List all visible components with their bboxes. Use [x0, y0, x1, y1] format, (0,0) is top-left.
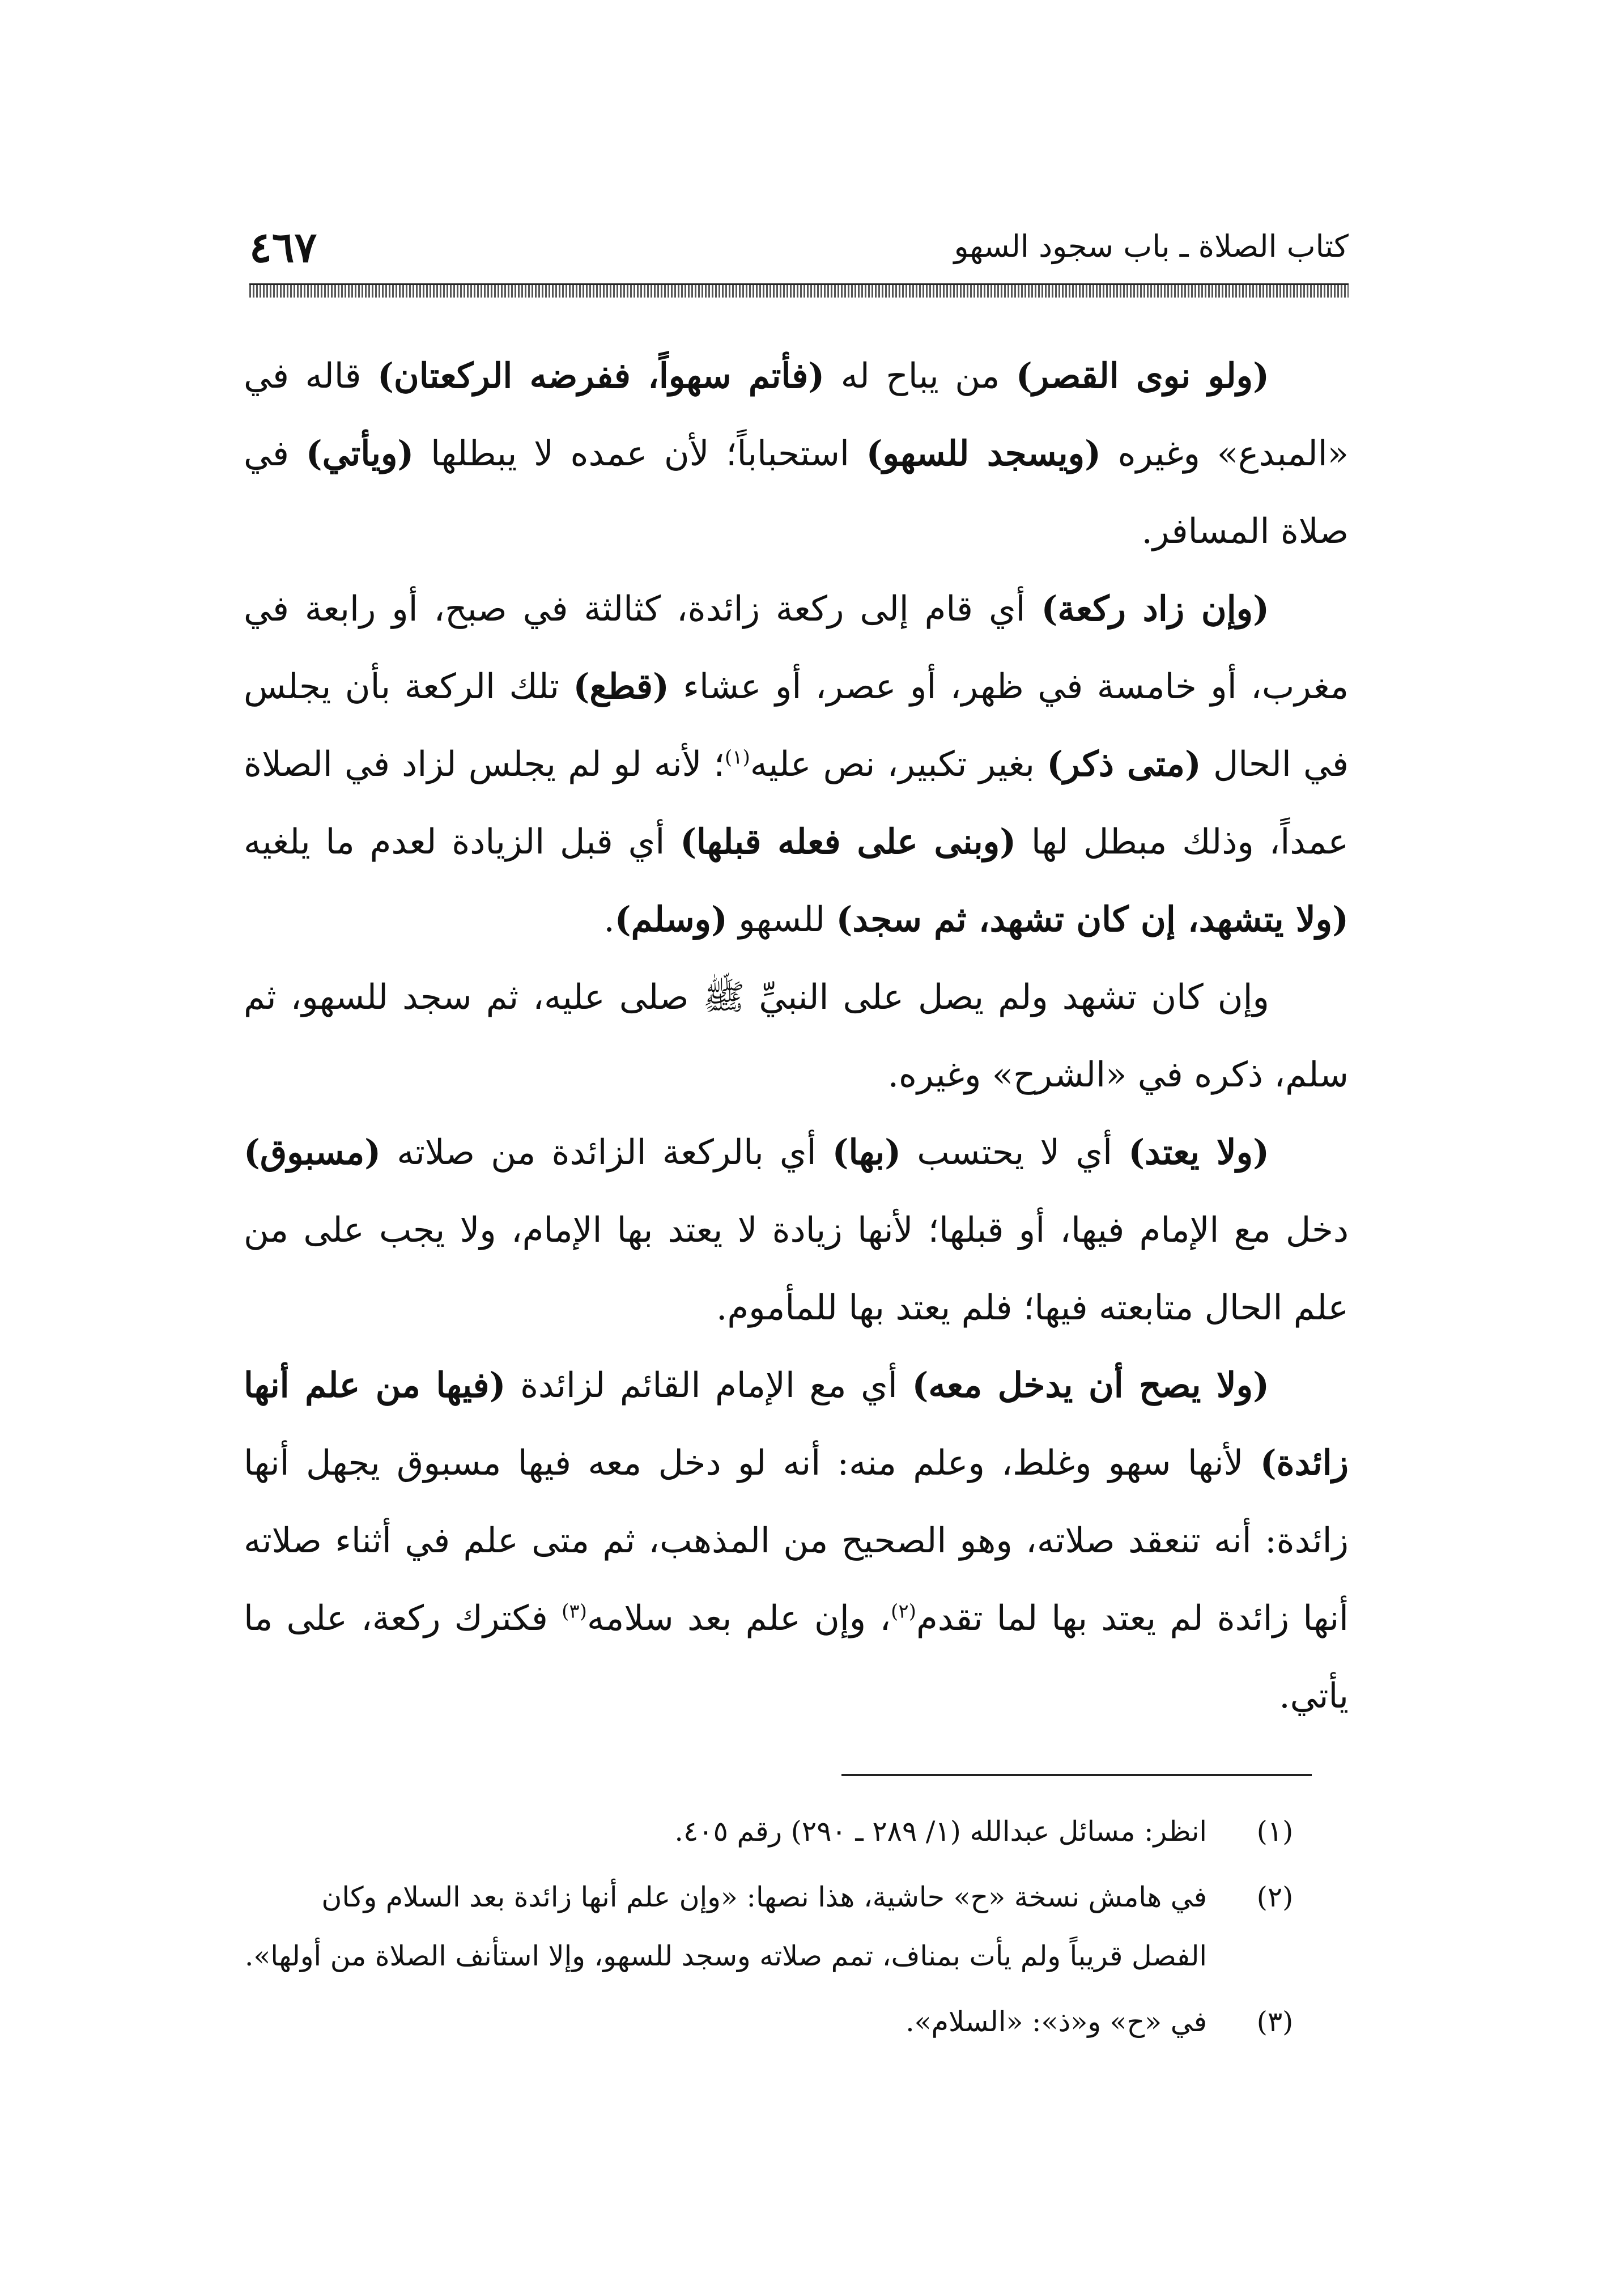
- sharh-text: بغير تكبير، نص عليه: [750, 744, 1047, 784]
- footnote-ref-1[interactable]: (١): [724, 746, 750, 769]
- sharh-text: .: [603, 899, 615, 940]
- page-number: ٤٦٧: [249, 223, 317, 272]
- footnote-text: في «ح» و«ذ»: «السلام».: [905, 2006, 1207, 2038]
- matn-text: (متى ذكر): [1047, 744, 1201, 784]
- sharh-text: من يباح له: [824, 356, 1016, 396]
- matn-text: (ولو نوى القصر): [1015, 356, 1269, 396]
- paragraph-1: [244, 337, 1349, 570]
- sharh-text: للسهو: [727, 899, 836, 940]
- footnote-3: [238, 1993, 1309, 2052]
- matn-text: (ولا يتشهد، إن كان تشهد، ثم سجد): [836, 899, 1349, 940]
- sharh-text: تلك الركعة بأن يجلس في الحال: [244, 666, 1349, 784]
- matn-text: (ويسجد للسهو): [866, 434, 1101, 474]
- paragraph-5: [244, 1347, 1349, 1735]
- matn-text: (ولا يصح أن يدخل معه): [912, 1365, 1269, 1405]
- main-text: [244, 337, 1349, 1735]
- footnote-ref-2[interactable]: (٢): [891, 1600, 916, 1623]
- footnote-text: انظر: مسائل عبدالله (١/ ٢٨٩ ـ ٢٩٠) رقم ٤٠٥.: [674, 1815, 1207, 1848]
- running-header: [249, 224, 1349, 275]
- footnote-2: [238, 1868, 1309, 1986]
- paragraph-2: [244, 570, 1349, 958]
- footnote-ref-3[interactable]: (٣): [562, 1600, 587, 1623]
- matn-text: (قطع): [573, 666, 669, 707]
- sharh-text: أي قام إلى ركعة زائدة، كثالثة في صبح، أو رابعة في مغرب، أو خامسة في ظهر، أو عصر، أو عشاء: [244, 589, 1349, 707]
- matn-text: (وسلم): [614, 899, 728, 940]
- matn-text: (وإن زاد ركعة): [1041, 589, 1269, 629]
- chapter-title: كتاب الصلاة ـ باب سجود السهو: [954, 228, 1349, 264]
- sharh-text: ؛ لأنه لو لم يجلس لزاد في الصلاة عمداً، وذلك مبطل لها: [244, 744, 1349, 862]
- footnote-number: (٣): [1256, 2006, 1294, 2038]
- sharh-text: دخل مع الإمام فيها، أو قبلها؛ لأنها زيادة لا يعتد بها الإمام، ولا يجب على من علم الحال متابعته فيها؛ فلم يعتد بها للمأموم.: [244, 1210, 1349, 1328]
- footnote-1: [238, 1802, 1309, 1861]
- matn-text: (ولا يعتد): [1128, 1132, 1269, 1173]
- sharh-text: قاله في «المبدع» وغيره: [244, 356, 1349, 474]
- matn-text: (مسبوق): [244, 1132, 381, 1173]
- footnote-number: (٢): [1256, 1881, 1294, 1913]
- sharh-text: أي لا يحتسب: [901, 1132, 1129, 1173]
- header-rule: [249, 283, 1349, 298]
- sharh-text: أي مع الإمام القائم لزائدة: [505, 1365, 912, 1405]
- matn-text: (وبنى على فعله قبلها): [680, 822, 1017, 862]
- sharh-text: فكترك ركعة، على ما يأتي.: [244, 1598, 1349, 1716]
- matn-text: (ويأتي): [305, 434, 414, 474]
- sharh-text: في صلاة المسافر.: [244, 434, 1349, 551]
- footnote-text: في هامش نسخة «ح» حاشية، هذا نصها: «وإن علم أنها زائدة بعد السلام وكان الفصل قريباً ولم يأت بمناف، تمم صلاته وسجد للسهو، وإلا استأنف الصلاة من أولها».: [244, 1881, 1207, 1972]
- footnote-separator: [841, 1774, 1312, 1776]
- sharh-text: أي قبل الزيادة لعدم ما يلغيه: [244, 822, 681, 862]
- paragraph-4: [244, 1114, 1349, 1347]
- footnotes: [238, 1802, 1309, 2058]
- matn-text: (فيها من علم أنها زائدة): [244, 1365, 1349, 1483]
- matn-text: (بها): [832, 1132, 902, 1173]
- sharh-text: استحباباً؛ لأن عمده لا يبطلها: [414, 434, 866, 474]
- sharh-text: لأنها سهو وغلط، وعلم منه: أنه لو دخل معه فيها مسبوق يجهل أنها زائدة: أنه تنعقد صلاته، وهو الصحيح من المذهب، ثم متى علم في أثناء صلاته أنها زائدة لم يعتد بها لما تقدم: [244, 1443, 1349, 1638]
- matn-text: (فأتم سهواً، ففرضه الركعتان): [377, 356, 825, 396]
- sharh-text: ، وإن علم بعد سلامه: [586, 1598, 891, 1638]
- paragraph-3: وإن كان تشهد ولم يصل على النبيِّ ﷺ صلى عليه، ثم سجد للسهو، ثم سلم، ذكره في «الشرح» وغيره.: [244, 977, 1349, 1095]
- footnote-number: (١): [1256, 1815, 1294, 1848]
- sharh-text: أي بالركعة الزائدة من صلاته: [381, 1132, 832, 1173]
